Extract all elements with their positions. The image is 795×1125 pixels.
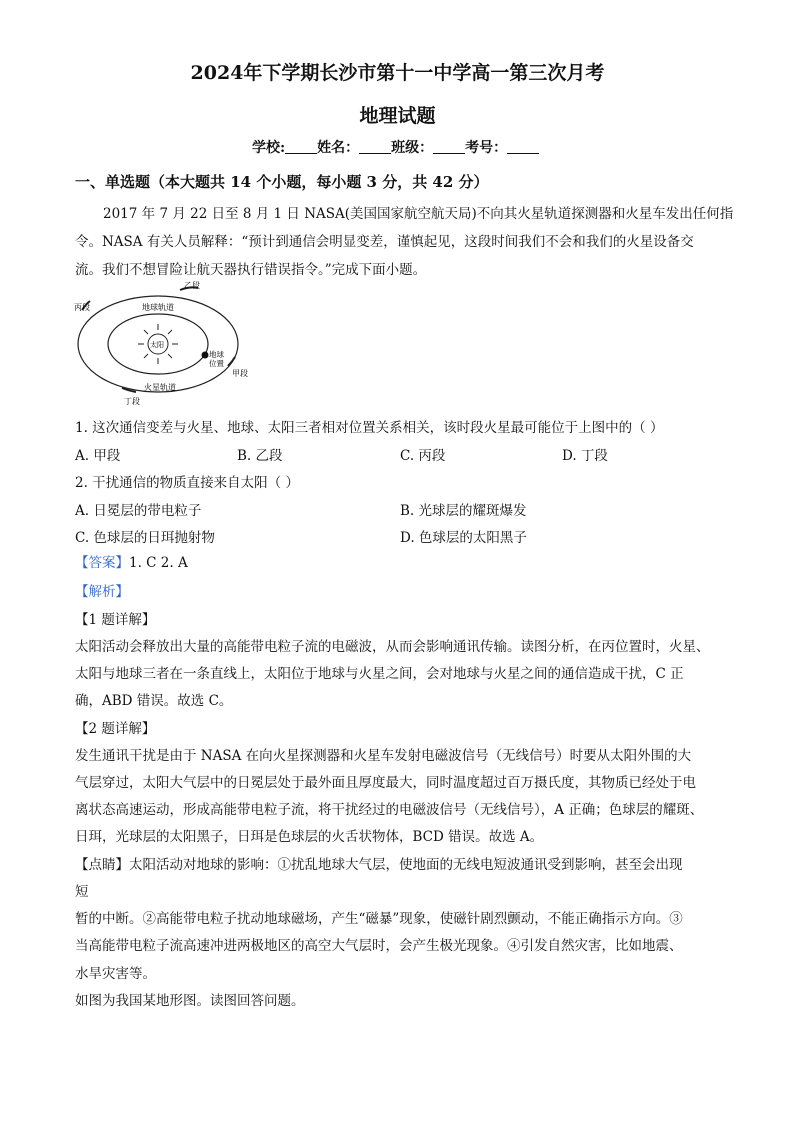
tip-line: 【点睛】太阳活动对地球的影响：①扰乱地球大气层，使地面的无线电短波通讯受到影响，甚至会出现 (75, 857, 683, 873)
school-blank (285, 139, 317, 154)
tip-line: 水旱灾害等。 (75, 966, 156, 982)
q2-option-b: B. 光球层的耀斑爆发 (400, 503, 527, 519)
label-yi: 乙段 (184, 281, 200, 290)
name-label: 姓名： (317, 140, 360, 156)
class-blank (433, 139, 465, 154)
orbit-diagram (72, 280, 277, 410)
label-earth-pos-2: 位置 (209, 359, 224, 368)
question-1-stem: 1. 这次通信变差与火星、地球、太阳三者相对位置关系相关，该时段火星最可能位于上图中的（ ） (75, 420, 664, 436)
detail-1-line: 确，ABD 错误。故选 C。 (75, 693, 233, 709)
detail-1-title: 【1 题详解】 (75, 612, 156, 628)
earth-position-marker (202, 352, 209, 359)
label-ding: 丁段 (124, 397, 140, 406)
label-earth-pos-1: 地球 (209, 350, 224, 359)
exam-title: 2024年下学期长沙市第十一中学高一第三次月考 (190, 62, 605, 84)
detail-2-line: 发生通讯干扰是由于 NASA 在向火星探测器和火星车发射电磁波信号（无线信号）时要从太阳外围的大 (75, 748, 692, 764)
tip-line: 当高能带电粒子流高速冲进两极地区的高空大气层时，会产生极光现象。④引发自然灾害，比如地震、 (75, 938, 683, 954)
q1-option-d: D. 丁段 (562, 448, 608, 464)
question-2-stem: 2. 干扰通信的物质直接来自太阳（ ） (75, 475, 299, 491)
q2-option-c: C. 色球层的日珥抛射物 (75, 530, 215, 546)
student-info-line (252, 137, 539, 157)
label-mars-orbit: 火星轨道 (144, 383, 176, 392)
detail-2-title: 【2 题详解】 (75, 721, 156, 737)
exam-subject: 地理试题 (359, 105, 436, 127)
section-heading: 一、单选题（本大题共 14 个小题，每小题 3 分，共 42 分） (75, 173, 489, 191)
analysis-tag: 【解析】 (75, 584, 129, 600)
passage-line: 流。我们不想冒险让航天器执行错误指令。”完成下面小题。 (75, 262, 427, 278)
exam-number-blank (507, 139, 539, 154)
answer-line (75, 551, 188, 571)
detail-2-line: 气层穿过，太阳大气层中的日冕层处于最外面且厚度最大，同时温度超过百万摄氏度，其物质已经处于电 (75, 775, 696, 791)
label-jia: 甲段 (232, 369, 248, 378)
name-blank (359, 139, 391, 154)
passage-line: 令。NASA 有关人员解释：“预计到通信会明显变差，谨慎起见，这段时间我们不会和我们的火星设备交 (75, 234, 694, 250)
class-label: 班级： (391, 140, 434, 156)
q1-option-a: A. 甲段 (75, 448, 121, 464)
q1-option-c: C. 丙段 (400, 448, 446, 464)
segment-jia-mark (228, 357, 235, 366)
label-earth-orbit: 地球轨道 (142, 303, 174, 312)
q2-option-d: D. 色球层的太阳黑子 (400, 530, 527, 546)
detail-2-line: 离状态高速运动，形成高能带电粒子流，将干扰经过的电磁波信号（无线信号），A 正确；色球层的耀斑、 (75, 802, 704, 818)
detail-2-line: 日珥，光球层的太阳黑子，日珥是色球层的火舌状物体，BCD 错误。故选 A。 (75, 829, 544, 845)
exam-number-label: 考号： (465, 140, 508, 156)
next-question-intro: 如图为我国某地形图。读图回答问题。 (75, 993, 305, 1009)
detail-1-line: 太阳与地球三者在一条直线上，太阳位于地球与火星之间，会对地球与火星之间的通信造成干扰，C 正 (75, 666, 684, 682)
q1-option-b: B. 乙段 (237, 448, 283, 464)
label-bing: 丙段 (74, 303, 90, 312)
tip-line: 短 (75, 884, 89, 900)
detail-1-line: 太阳活动会释放出大量的高能带电粒子流的电磁波，从而会影响通讯传输。读图分析，在丙位置时，火星、 (75, 639, 710, 655)
tip-line: 暂的中断。②高能带电粒子扰动地球磁场，产生“磁暴”现象，使磁针剧烈颤动，不能正确指示方向。③ (75, 911, 683, 927)
answer-text: 1. C 2. A (129, 555, 188, 571)
q2-option-a: A. 日冕层的带电粒子 (75, 503, 202, 519)
label-sun: 太阳 (150, 341, 164, 349)
passage-line: 2017 年 7 月 22 日至 8 月 1 日 NASA(美国国家航空航天局)不向其火星轨道探测器和火星车发出任何指 (103, 206, 734, 222)
school-label: 学校: (252, 140, 286, 156)
answer-tag: 【答案】 (75, 555, 129, 571)
